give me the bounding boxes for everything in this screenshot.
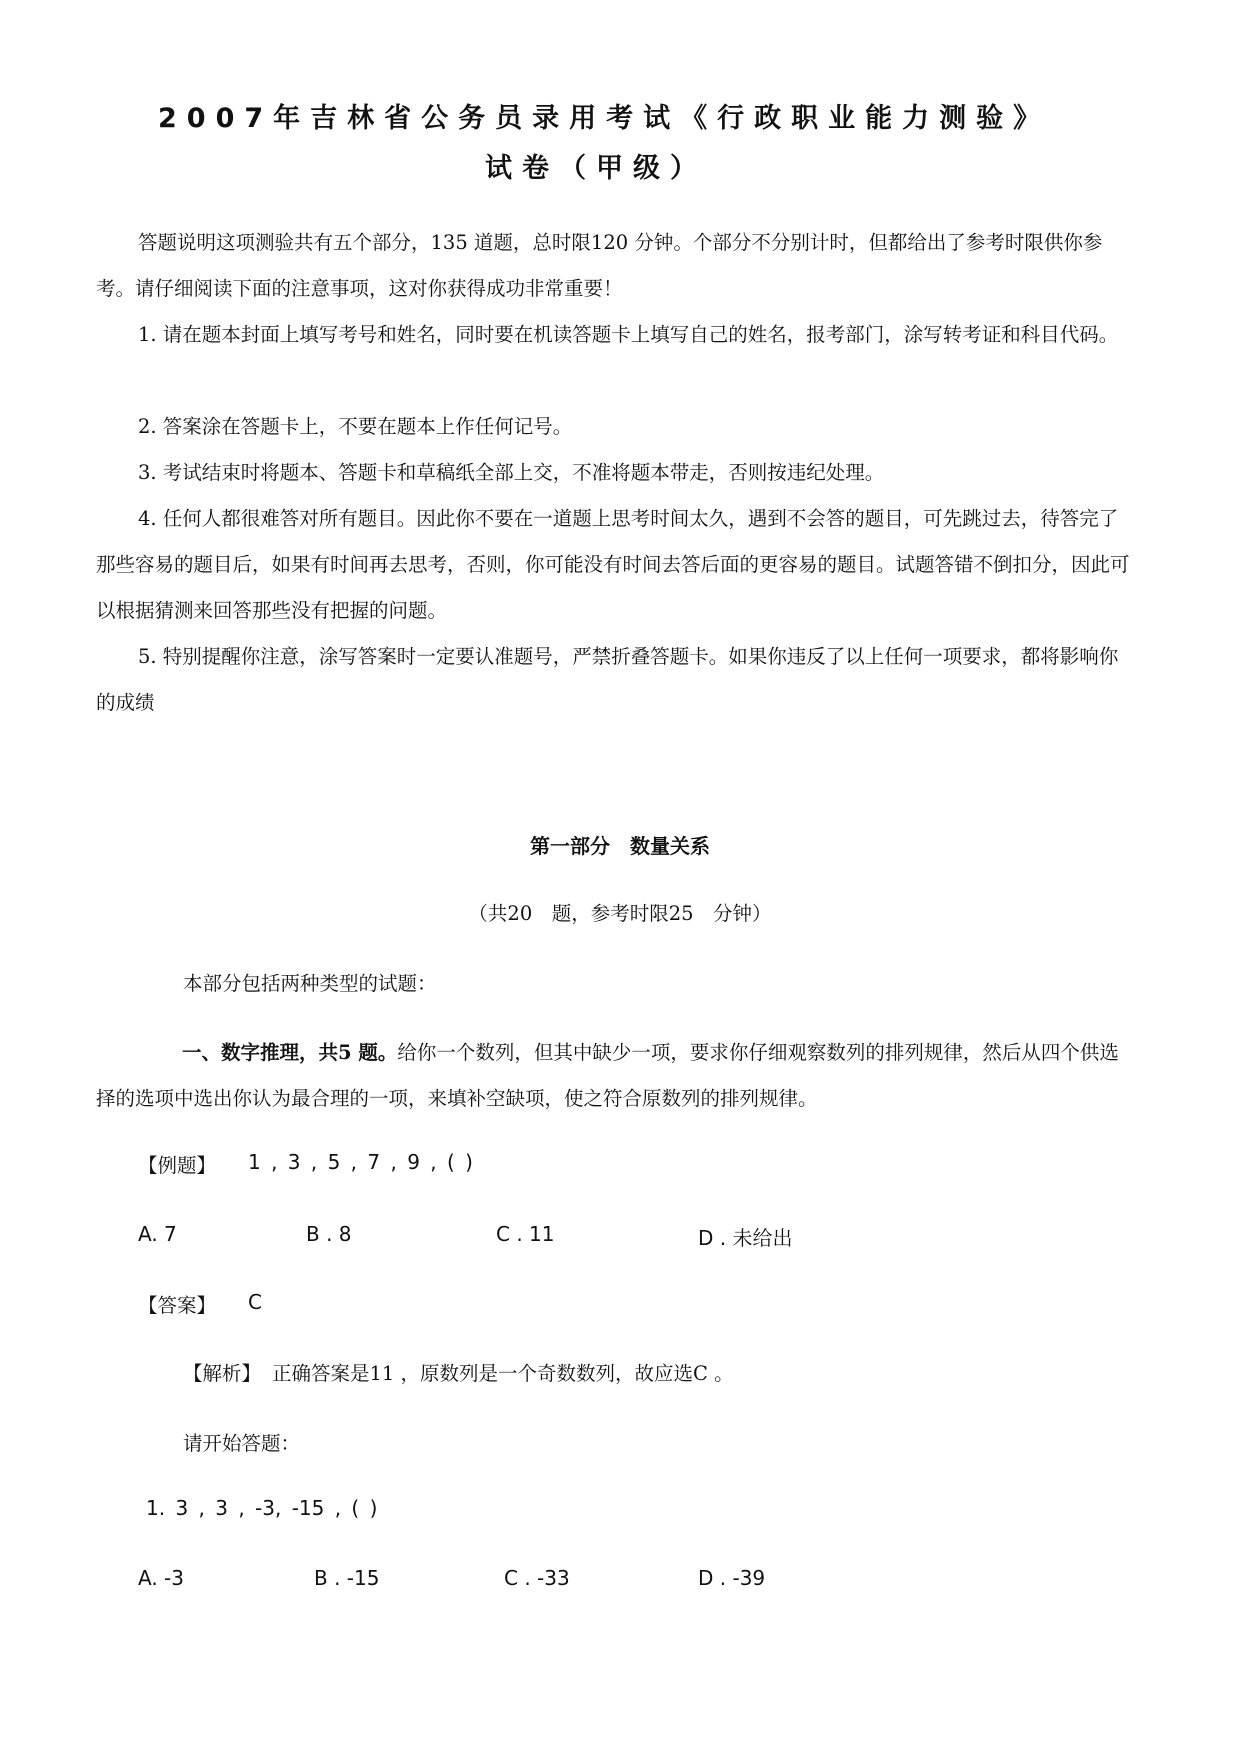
part1-heading: 第一部分 数量关系 — [530, 834, 710, 858]
instruction-item-3: 3. 考试结束时将题本、答题卡和草稿纸全部上交，不准将题本带走，否则按违纪处理。 — [138, 461, 885, 484]
example-sequence: 1 , 3 , 5 , 7 , 9 , ( ) — [248, 1150, 473, 1174]
question-1-option-c: C . -33 — [504, 1566, 570, 1590]
start-prompt: 请开始答题： — [183, 1432, 301, 1455]
question-1-option-b: B . -15 — [314, 1566, 380, 1590]
part1-subheading: （共20 题，参考时限25 分钟） — [468, 902, 772, 925]
example-option-b: B . 8 — [306, 1222, 352, 1246]
example-option-d: D . 未给出 — [698, 1226, 793, 1250]
example-option-c: C . 11 — [496, 1222, 555, 1246]
question-1-option-d: D . -39 — [698, 1566, 766, 1590]
section-description — [96, 1030, 1136, 1122]
section-title: 一、数字推理，共5 题。 — [182, 1041, 398, 1064]
instructions-intro: 答题说明这项测验共有五个部分，135 道题，总时限120 分钟。个部分不分别计时，但都给出了参考时限供你参考。请仔细阅读下面的注意事项，这对你获得成功非常重要！ — [96, 231, 1103, 300]
instruction-item-5: 5. 特别提醒你注意，涂写答案时一定要认准题号，严禁折叠答题卡。如果你违反了以上任何一项要求，都将影响你的成绩 — [96, 645, 1119, 714]
example-answer: C — [248, 1290, 262, 1314]
instruction-item-4: 4. 任何人都很难答对所有题目。因此你不要在一道题上思考时间太久，遇到不会答的题目，可先跳过去，待答完了那些容易的题目后，如果有时间再去思考，否则，你可能没有时间去答后面的更容易的题目。试题答错不倒扣分，因此可以根据猜测来回答那些没有把握的问题。 — [96, 507, 1130, 622]
example-label: 【例题】 — [138, 1154, 217, 1177]
instruction-item-1: 1. 请在题本封面上填写考号和姓名，同时要在机读答题卡上填写自己的姓名，报考部门，涂写转考证和科目代码。 — [138, 323, 1119, 346]
instruction-item-2: 2. 答案涂在答题卡上，不要在题本上作任何记号。 — [138, 415, 573, 438]
example-option-a: A. 7 — [138, 1222, 177, 1246]
document-title-line1: 2007年吉林省公务员录用考试《行政职业能力测验》 — [158, 103, 1051, 134]
example-analysis-label: 【解析】 — [183, 1362, 262, 1385]
part1-intro: 本部分包括两种类型的试题： — [183, 972, 437, 995]
example-analysis: 正确答案是11 ，原数列是一个奇数数列，故应选C 。 — [272, 1362, 734, 1385]
document-title-line2: 试卷（甲级） — [485, 153, 707, 184]
question-1-option-a: A. -3 — [138, 1566, 184, 1590]
section-text: 给你一个数列，但其中缺少一项，要求你仔细观察数列的排列规律，然后从四个供选择的选项中选出你认为最合理的一项，来填补空缺项，使之符合原数列的排列规律。 — [96, 1041, 1119, 1110]
example-answer-label: 【答案】 — [138, 1294, 217, 1317]
question-1-stem: 1. 3 , 3 , -3, -15 , ( ) — [146, 1496, 378, 1520]
